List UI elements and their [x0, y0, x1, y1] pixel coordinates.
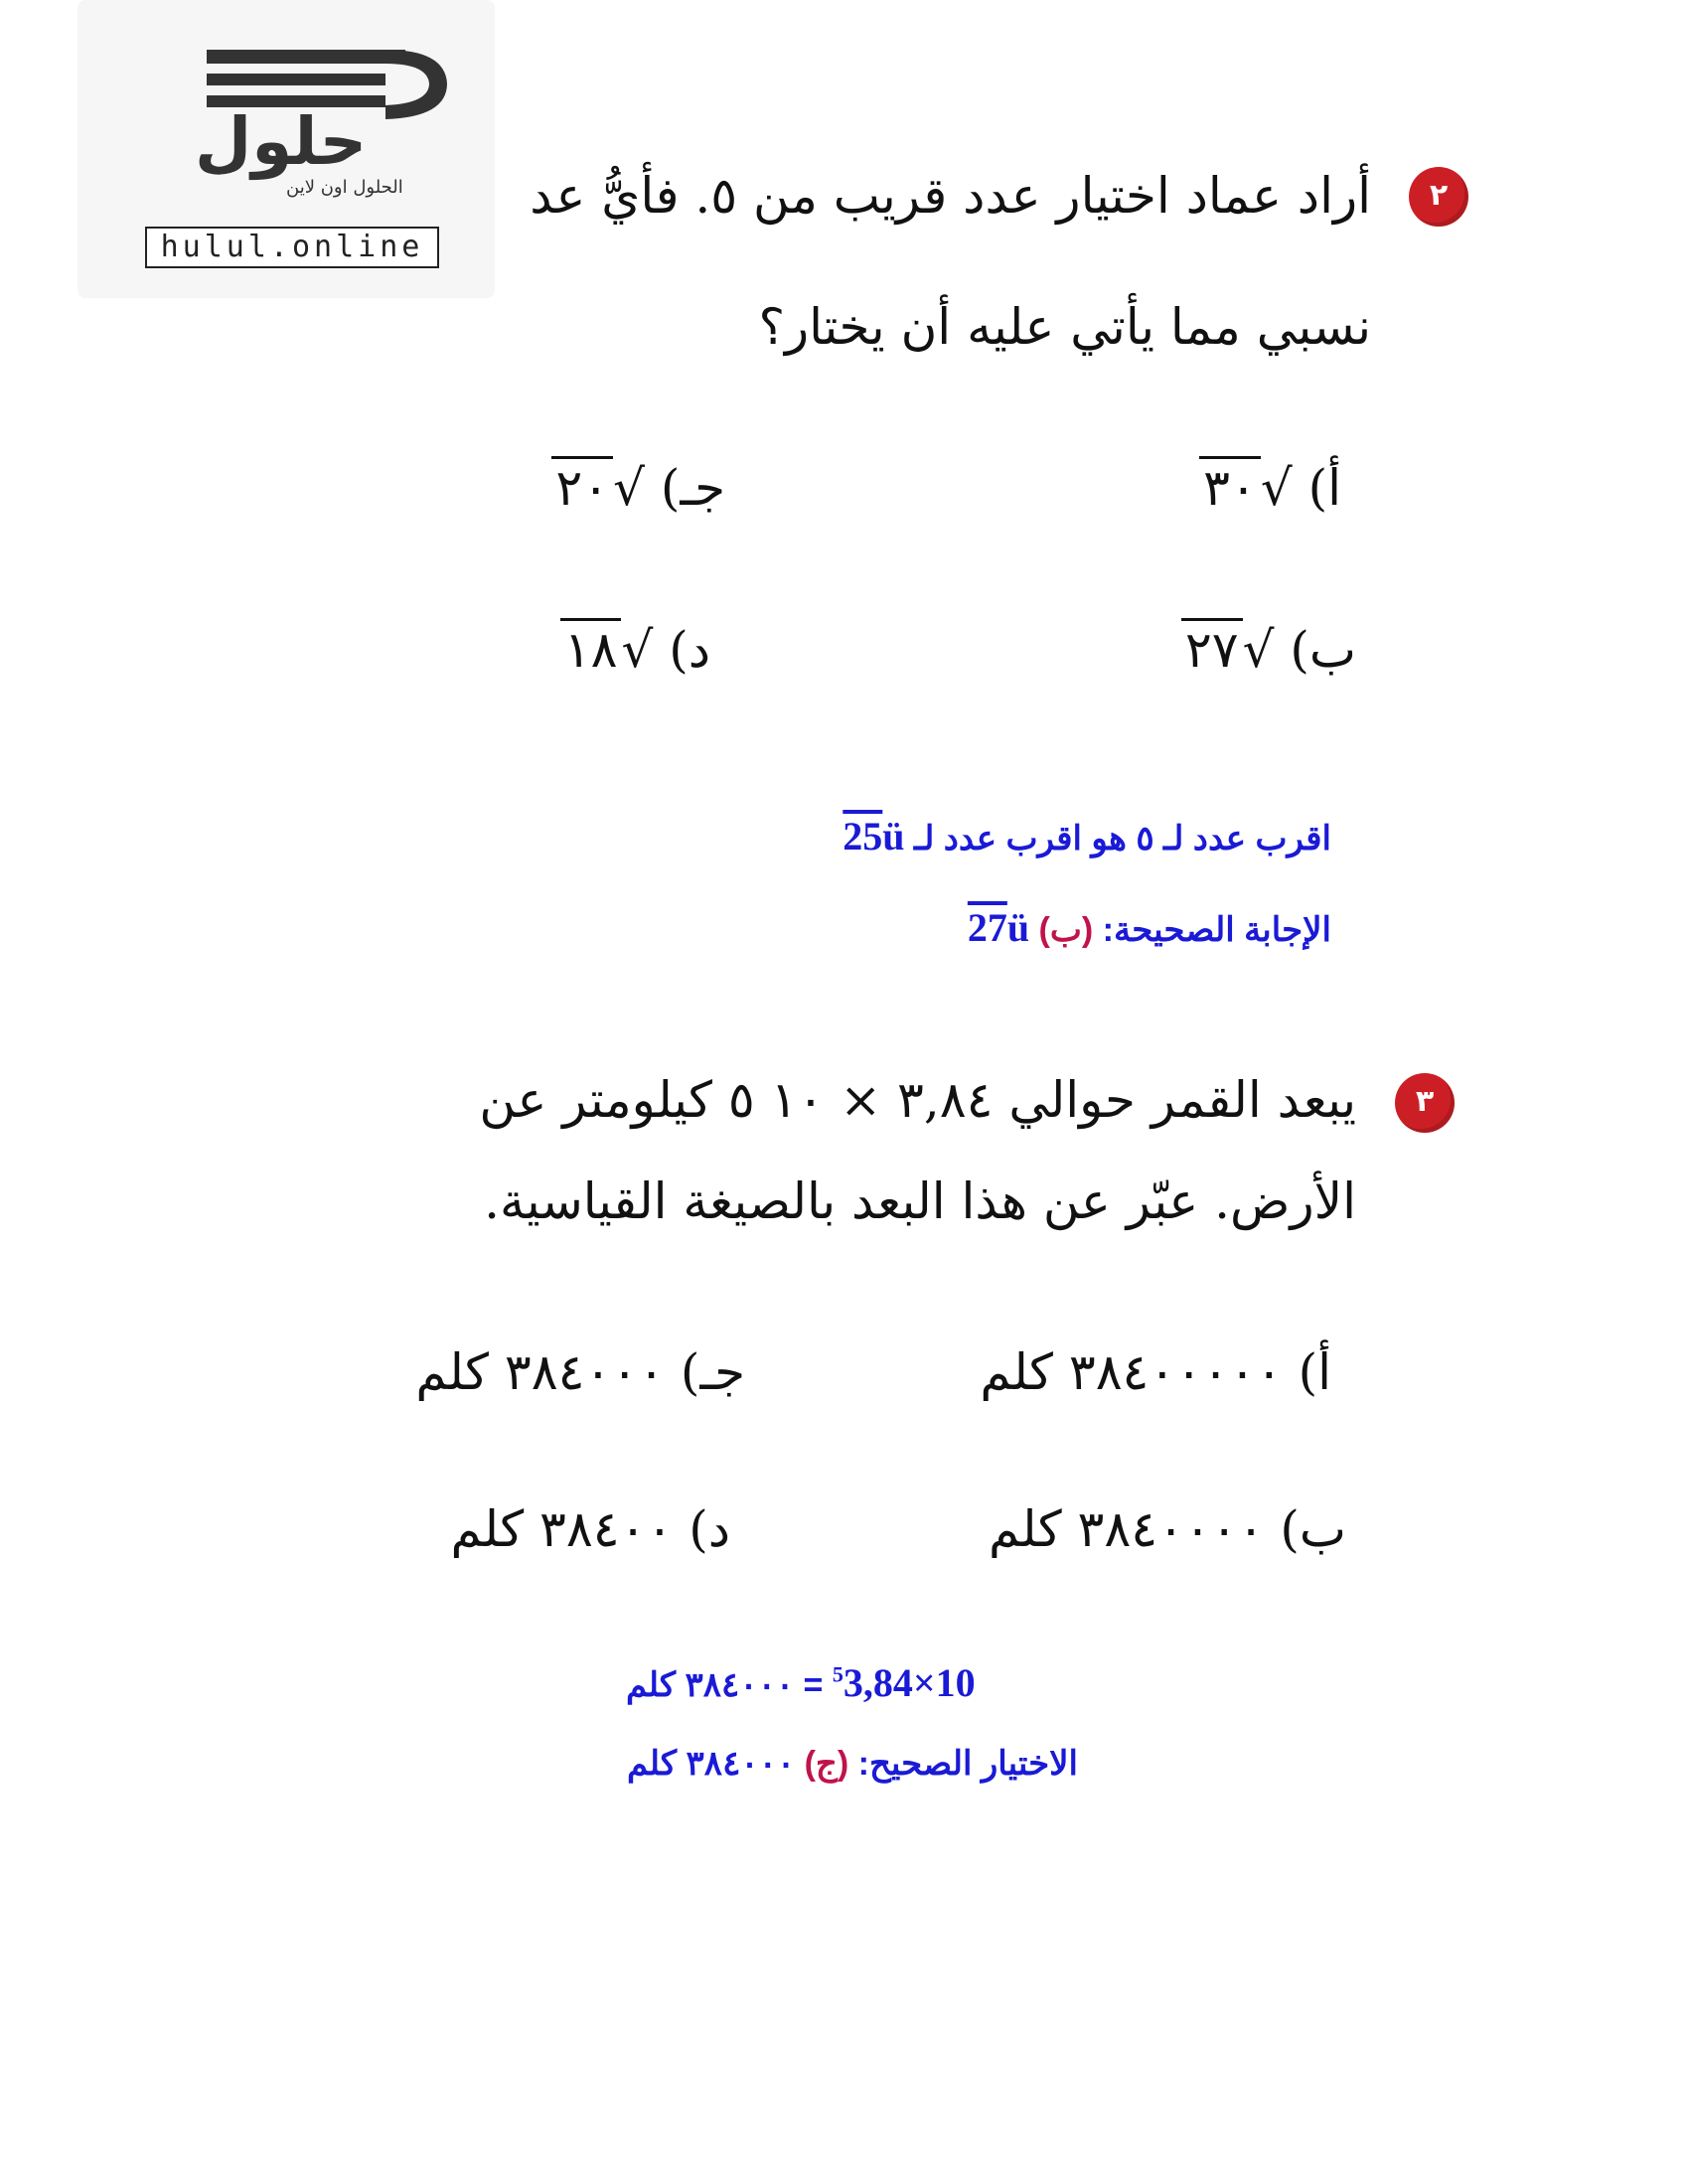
- answer-exponent: 5: [832, 1661, 844, 1687]
- answer-text: الاختيار الصحيح:: [857, 1745, 1078, 1783]
- question-3-option-b: [989, 1500, 1346, 1558]
- answer-radicand: 25: [843, 814, 883, 858]
- option-label: أ): [1307, 459, 1341, 517]
- option-value: ٣٨٤٠٠ كلم: [450, 1500, 674, 1558]
- sqrt-expression: √٢٠: [551, 459, 645, 517]
- question-3-line-1: يبعد القمر حوالي ٣,٨٤ × ١٠ ٥ كيلومتر عن: [479, 1071, 1356, 1129]
- answer-text: اقرب عدد لـ ٥ هو اقرب عدد لـ: [913, 820, 1331, 858]
- answer-choice: (ب): [1038, 911, 1094, 949]
- option-label: جـ): [660, 459, 725, 517]
- question-2-answer-line-1: [843, 813, 1331, 859]
- option-label: ب): [1290, 621, 1356, 679]
- root-glyph: ü: [882, 814, 905, 858]
- question-2-option-d: [560, 621, 710, 679]
- logo-domain: hulul.online: [145, 227, 439, 268]
- question-3-option-c: [415, 1343, 745, 1401]
- answer-expression: 3,84×10: [843, 1660, 976, 1705]
- answer-math: [833, 1660, 976, 1705]
- question-3-badge: ٣: [1395, 1073, 1455, 1133]
- answer-radicand: 27: [967, 905, 1007, 950]
- radicand: ٢٠: [551, 456, 613, 517]
- question-3-answer-line-2: [627, 1744, 1078, 1784]
- site-logo: [77, 0, 495, 298]
- radicand: ٣٠: [1199, 456, 1261, 517]
- question-2-answer-line-2: [968, 904, 1331, 951]
- question-2-line-2: نسبي مما يأتي عليه أن يختار؟: [758, 298, 1371, 356]
- question-2-line-1: أراد عماد اختيار عدد قريب من ٥. فأيُّ عد: [530, 167, 1371, 225]
- option-value: ٣٨٤٠٠٠٠ كلم: [988, 1500, 1265, 1558]
- option-label: ب): [1280, 1500, 1346, 1558]
- option-label: جـ): [680, 1343, 745, 1401]
- option-label: د): [669, 621, 710, 679]
- question-3-option-a: [980, 1343, 1331, 1401]
- question-2-option-b: [1181, 621, 1356, 679]
- option-value: ٣٨٤٠٠٠٠٠ كلم: [980, 1343, 1283, 1401]
- sqrt-expression: √١٨: [560, 621, 654, 679]
- sqrt-expression: √٢٧: [1181, 621, 1275, 679]
- question-3-option-d: [451, 1500, 731, 1558]
- sqrt-expression: √٣٠: [1199, 459, 1293, 517]
- logo-name: حلول: [195, 103, 368, 180]
- question-3-answer-line-1: [626, 1659, 976, 1706]
- question-3-line-2: الأرض. عبّر عن هذا البعد بالصيغة القياسية.: [484, 1172, 1356, 1230]
- option-value: ٣٨٤٠٠٠ كلم: [415, 1343, 666, 1401]
- option-label: أ): [1298, 1343, 1331, 1401]
- radicand: ١٨: [560, 618, 622, 679]
- answer-value: ٣٨٤٠٠٠ كلم: [627, 1745, 796, 1783]
- answer-result: = ٣٨٤٠٠٠ كلم: [626, 1666, 824, 1704]
- question-2-option-a: [1199, 459, 1341, 517]
- question-2-badge: ٢: [1409, 167, 1468, 227]
- answer-choice: (ج): [804, 1745, 849, 1783]
- option-label: د): [689, 1500, 730, 1558]
- root-glyph: ü: [1006, 905, 1030, 950]
- logo-subtitle: الحلول اون لاين: [286, 177, 403, 198]
- answer-root: [968, 905, 1029, 950]
- answer-text: الإجابة الصحيحة:: [1102, 911, 1331, 949]
- answer-root: [843, 814, 904, 858]
- radicand: ٢٧: [1181, 618, 1243, 679]
- question-2-option-c: [551, 459, 725, 517]
